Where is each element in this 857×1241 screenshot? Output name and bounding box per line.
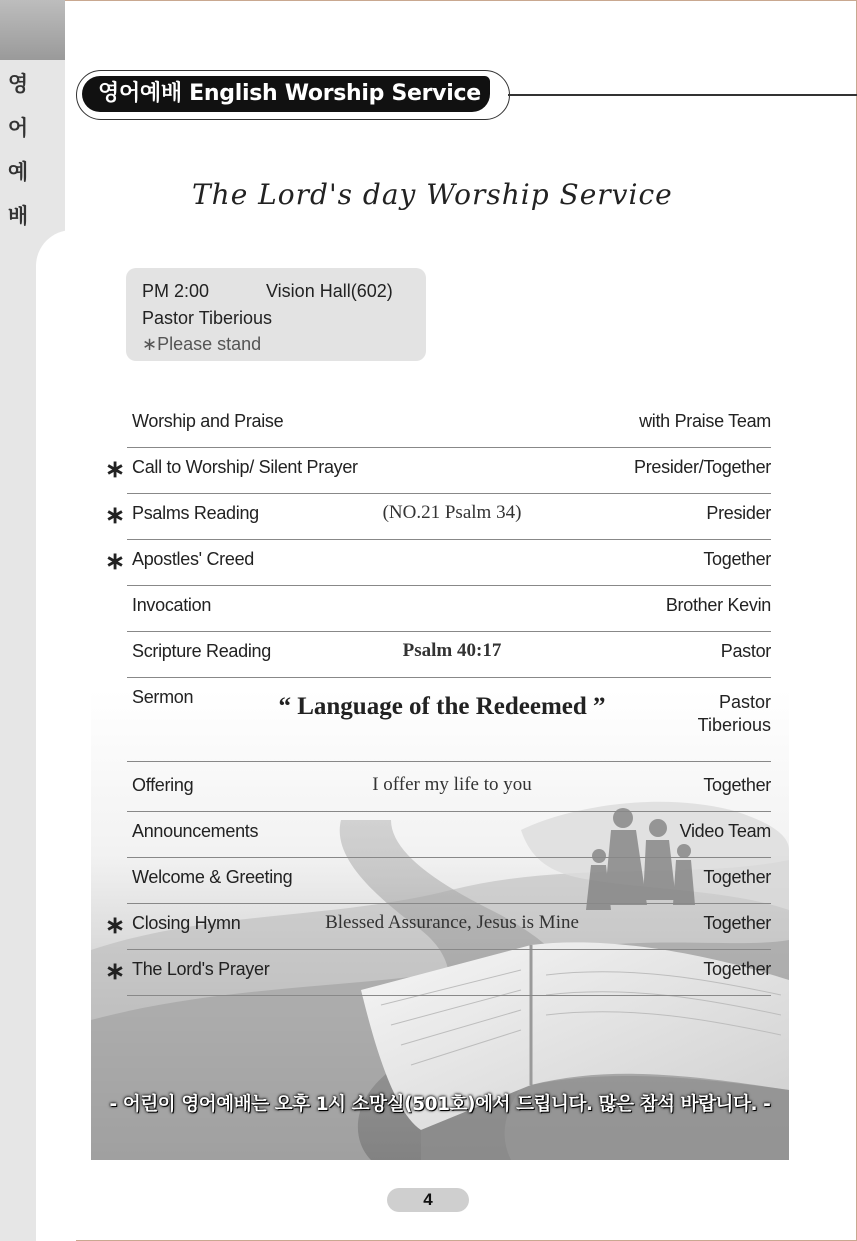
- service-title: The Lord's day Worship Service: [192, 178, 673, 211]
- order-leader: Together: [703, 959, 771, 979]
- side-char: 예: [7, 160, 29, 184]
- order-item: Psalms Reading: [132, 503, 259, 523]
- order-item: Apostles' Creed: [132, 549, 255, 569]
- service-time: PM 2:00: [142, 281, 210, 301]
- order-leader: Presider: [706, 503, 771, 523]
- header-title: 영어예배 English Worship Service: [82, 76, 490, 112]
- side-char: 영: [7, 72, 29, 96]
- order-detail: (NO.21 Psalm 34): [382, 502, 522, 523]
- service-pastor: Pastor Tiberious: [142, 308, 273, 328]
- order-item: Welcome & Greeting: [132, 867, 293, 887]
- stand-note: ∗Please stand: [142, 334, 262, 354]
- side-strip-curve: [36, 230, 76, 1241]
- order-item: The Lord's Prayer: [132, 959, 270, 979]
- stand-marker: ∗: [105, 958, 126, 985]
- order-item: Offering: [132, 775, 194, 795]
- order-item: Scripture Reading: [132, 641, 271, 661]
- stand-marker: ∗: [105, 548, 126, 575]
- stand-marker: ∗: [105, 912, 126, 939]
- order-item: Invocation: [132, 595, 212, 615]
- order-item: Closing Hymn: [132, 913, 241, 933]
- header-rule: [508, 94, 857, 96]
- order-leader: Together: [703, 549, 771, 569]
- order-row-offering: [127, 765, 771, 812]
- stand-marker: ∗: [105, 502, 126, 529]
- order-leader: with Praise Team: [639, 411, 771, 431]
- stand-marker: ∗: [105, 456, 126, 483]
- service-location: Vision Hall(602): [266, 281, 393, 301]
- side-char: 어: [7, 116, 29, 140]
- order-leader: Video Team: [679, 821, 771, 841]
- order-row-closing-hymn: [105, 903, 771, 950]
- page-number: 4: [387, 1188, 469, 1212]
- order-row-psalms-reading: [105, 493, 771, 540]
- order-item: Sermon: [132, 687, 194, 707]
- order-row-announcements: [127, 811, 771, 858]
- sermon-leader: [698, 691, 771, 737]
- order-row-welcome-greeting: [127, 857, 771, 904]
- order-row-worship-praise: [127, 401, 771, 448]
- order-leader: Together: [703, 775, 771, 795]
- order-row-call-to-worship: [105, 447, 771, 494]
- order-row-lords-prayer: [105, 949, 771, 996]
- order-leader: Presider/Together: [634, 457, 771, 477]
- order-leader: Pastor: [720, 641, 771, 661]
- order-detail: Psalm 40:17: [402, 640, 502, 661]
- order-row-apostles-creed: [105, 539, 771, 586]
- order-item: Call to Worship/ Silent Prayer: [132, 457, 358, 477]
- order-detail: I offer my life to you: [372, 774, 532, 795]
- order-detail: Blessed Assurance, Jesus is Mine: [325, 912, 579, 933]
- order-row-sermon: [127, 677, 771, 762]
- order-leader: Brother Kevin: [665, 595, 771, 615]
- order-leader: Together: [703, 913, 771, 933]
- order-item: Announcements: [132, 821, 259, 841]
- order-row-invocation: [127, 585, 771, 632]
- side-strip-top-block: [0, 0, 65, 60]
- side-char: 배: [7, 204, 29, 228]
- order-item: Worship and Praise: [132, 411, 284, 431]
- sermon-leader-line1: Pastor: [718, 692, 771, 712]
- sermon-leader-line2: Tiberious: [697, 715, 771, 735]
- order-leader: Together: [703, 867, 771, 887]
- children-service-notice: - 어린이 영어예배는 오후 1시 소망실(501호)에서 드립니다. 많은 참석 바랍니다. -: [109, 1094, 771, 1115]
- sermon-title: “ Language of the Redeemed ”: [278, 693, 606, 720]
- order-row-scripture-reading: [127, 631, 771, 678]
